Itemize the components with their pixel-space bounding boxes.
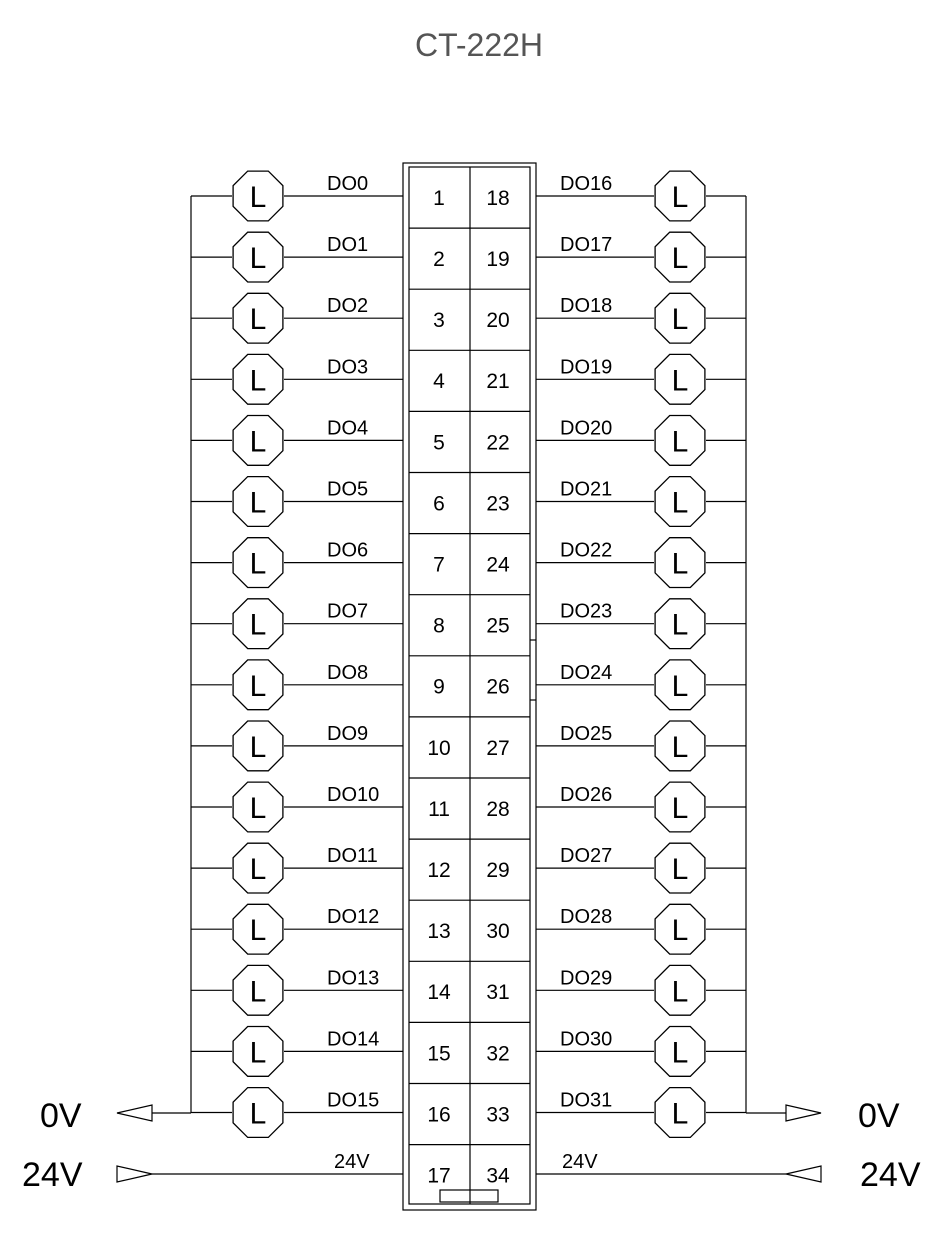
output-channel: [536, 599, 746, 649]
pin-number-left: 3: [433, 309, 445, 333]
left-output-channels: [191, 171, 403, 1137]
output-channel: [536, 232, 746, 282]
output-channel: [536, 293, 746, 343]
output-label: DO12: [327, 906, 380, 929]
output-channel: [536, 721, 746, 771]
lamp-icon: [655, 354, 705, 404]
lamp-letter: L: [249, 547, 267, 581]
lamp-letter: L: [671, 669, 689, 703]
output-label: DO27: [560, 845, 613, 868]
output-channel: [536, 1088, 746, 1138]
output-channel: [191, 660, 403, 710]
lamp-letter: L: [671, 792, 689, 825]
arrow-left-icon: [117, 1105, 152, 1121]
lamp-letter: L: [249, 608, 267, 642]
output-channel: [536, 1027, 746, 1077]
lamp-icon: [233, 904, 283, 954]
lamp-icon: [655, 1027, 705, 1077]
output-label: DO23: [560, 600, 613, 623]
output-label: DO19: [560, 356, 613, 379]
lamp-icon: [233, 843, 283, 893]
output-label: DO11: [327, 845, 378, 868]
output-channel: [536, 538, 746, 588]
arrow-left-icon: [786, 1166, 821, 1182]
lamp-letter: L: [671, 364, 689, 398]
terminal-latch: [440, 1190, 498, 1202]
output-channel: [191, 843, 403, 893]
lamp-icon: [655, 171, 705, 221]
lamp-icon: [233, 477, 283, 527]
output-channel: [191, 721, 403, 771]
pin-number-right: 34: [486, 1164, 510, 1188]
output-channel: [536, 660, 746, 710]
lamp-icon: [655, 599, 705, 649]
lamp-letter: L: [249, 669, 267, 703]
lamp-icon: [233, 538, 283, 588]
lamp-icon: [233, 1088, 283, 1138]
pin-number-left: 13: [427, 920, 451, 944]
output-label: DO16: [560, 173, 613, 195]
lamp-icon: [233, 660, 283, 710]
output-channel: [191, 1088, 403, 1138]
pin-number-left: 17: [427, 1164, 451, 1188]
output-label: DO30: [560, 1028, 613, 1051]
pin-number-right: 26: [486, 675, 510, 699]
lamp-letter: L: [249, 1097, 267, 1131]
lamp-icon: [655, 477, 705, 527]
output-label: DO13: [327, 967, 380, 990]
pin-number-right: 22: [486, 431, 510, 455]
output-label: DO9: [327, 722, 369, 745]
lamp-letter: L: [249, 425, 267, 459]
output-channel: [536, 171, 746, 221]
output-channel: [536, 904, 746, 954]
output-channel: [536, 477, 746, 527]
pin-number-right: 33: [486, 1103, 510, 1127]
lamp-letter: L: [249, 853, 267, 887]
pin-number-right: 25: [486, 614, 510, 638]
output-channel: [536, 843, 746, 893]
pin-number-left: 15: [427, 1042, 451, 1066]
pin-number-right: 27: [486, 736, 510, 760]
lamp-icon: [655, 416, 705, 466]
supply-connections: [22, 1097, 921, 1194]
pin-number-right: 18: [486, 186, 510, 210]
output-channel: [536, 782, 746, 832]
lamp-icon: [655, 843, 705, 893]
output-label: DO1: [327, 234, 369, 257]
right-0v-label: 0V: [858, 1097, 900, 1135]
lamp-letter: L: [671, 914, 689, 948]
output-label: DO17: [560, 234, 613, 257]
pin-number-left: 14: [427, 981, 451, 1005]
pin-number-right: 21: [486, 370, 510, 394]
lamp-letter: L: [671, 975, 689, 1009]
output-channel: [191, 965, 403, 1015]
right-24v-label: 24V: [860, 1156, 921, 1194]
lamp-letter: L: [249, 364, 267, 398]
lamp-icon: [655, 904, 705, 954]
output-label: DO15: [327, 1089, 380, 1112]
lamp-letter: L: [671, 486, 689, 520]
pin-number-right: 29: [486, 858, 510, 882]
lamp-icon: [233, 293, 283, 343]
pin-number-left: 5: [433, 431, 445, 455]
lamp-icon: [233, 171, 283, 221]
lamp-letter: L: [671, 181, 689, 214]
terminal-block: [403, 163, 536, 1210]
lamp-icon: [655, 538, 705, 588]
output-label: DO4: [327, 417, 369, 440]
output-channel: [536, 416, 746, 466]
output-label: DO10: [327, 784, 380, 806]
lamp-icon: [655, 1088, 705, 1138]
lamp-letter: L: [249, 1036, 267, 1070]
lamp-letter: L: [249, 303, 267, 337]
output-label: DO3: [327, 356, 369, 379]
right-24v-wire-label: 24V: [562, 1151, 598, 1173]
lamp-icon: [233, 721, 283, 771]
output-channel: [536, 965, 746, 1015]
output-channel: [191, 782, 403, 832]
lamp-icon: [233, 965, 283, 1015]
output-label: DO22: [560, 539, 613, 562]
output-channel: [191, 477, 403, 527]
output-channel: [191, 293, 403, 343]
arrow-right-icon: [117, 1166, 152, 1182]
lamp-letter: L: [671, 853, 689, 887]
output-label: DO20: [560, 417, 613, 440]
output-label: DO2: [327, 295, 369, 318]
lamp-letter: L: [671, 303, 689, 337]
lamp-icon: [233, 354, 283, 404]
lamp-icon: [655, 782, 705, 832]
lamp-icon: [655, 232, 705, 282]
output-channel: [191, 416, 403, 466]
lamp-icon: [655, 965, 705, 1015]
pin-number-right: 24: [486, 553, 510, 577]
pin-number-right: 31: [486, 981, 510, 1005]
output-channel: [191, 904, 403, 954]
output-label: DO28: [560, 906, 613, 929]
left-0v-label: 0V: [40, 1097, 82, 1135]
output-label: DO26: [560, 784, 613, 806]
output-label: DO5: [327, 478, 369, 501]
lamp-icon: [655, 293, 705, 343]
lamp-icon: [233, 1027, 283, 1077]
pin-number-left: 2: [433, 247, 445, 271]
output-label: DO21: [560, 478, 613, 501]
output-channel: [191, 1027, 403, 1077]
lamp-icon: [655, 721, 705, 771]
pin-number-left: 12: [427, 858, 451, 882]
lamp-letter: L: [671, 242, 689, 276]
output-label: DO24: [560, 661, 613, 684]
output-label: DO29: [560, 967, 613, 990]
lamp-letter: L: [671, 1036, 689, 1070]
output-label: DO18: [560, 295, 613, 318]
output-label: DO7: [327, 600, 369, 623]
pin-number-left: 6: [433, 492, 445, 516]
lamp-icon: [233, 599, 283, 649]
output-label: DO31: [560, 1089, 613, 1112]
lamp-letter: L: [671, 608, 689, 642]
lamp-icon: [655, 660, 705, 710]
output-label: DO0: [327, 173, 369, 195]
pin-number-right: 19: [486, 247, 510, 271]
lamp-icon: [233, 232, 283, 282]
output-channel: [191, 354, 403, 404]
left-24v-label: 24V: [22, 1156, 83, 1194]
pin-number-right: 30: [486, 920, 510, 944]
output-channel: [191, 538, 403, 588]
pin-number-left: 7: [433, 553, 445, 577]
lamp-letter: L: [249, 914, 267, 948]
pin-number-left: 1: [433, 186, 445, 210]
diagram-title: CT-222H: [414, 27, 544, 63]
arrow-right-icon: [786, 1105, 821, 1121]
lamp-letter: L: [249, 975, 267, 1009]
pin-number-left: 11: [428, 797, 450, 821]
lamp-letter: L: [671, 730, 689, 764]
lamp-letter: L: [671, 547, 689, 581]
output-channel: [191, 232, 403, 282]
lamp-letter: L: [249, 486, 267, 520]
lamp-letter: L: [671, 425, 689, 459]
lamp-letter: L: [671, 1097, 689, 1131]
output-label: DO25: [560, 722, 613, 745]
pin-number-left: 9: [433, 675, 445, 699]
lamp-letter: L: [249, 730, 267, 764]
output-channel: [536, 354, 746, 404]
output-label: DO6: [327, 539, 369, 562]
lamp-letter: L: [249, 242, 267, 276]
lamp-letter: L: [249, 792, 267, 825]
output-label: DO14: [327, 1028, 380, 1051]
pin-number-left: 10: [427, 736, 451, 760]
pin-number-right: 20: [486, 309, 510, 333]
pin-number-left: 4: [433, 370, 445, 394]
pin-number-left: 8: [433, 614, 445, 638]
output-channel: [191, 171, 403, 221]
pin-number-right: 28: [486, 797, 510, 821]
left-24v-wire-label: 24V: [334, 1151, 370, 1173]
lamp-icon: [233, 782, 283, 832]
right-output-channels: [536, 171, 746, 1137]
lamp-icon: [233, 416, 283, 466]
pin-number-right: 32: [486, 1042, 510, 1066]
pin-number-right: 23: [486, 492, 510, 516]
pin-number-left: 16: [427, 1103, 451, 1127]
lamp-letter: L: [249, 181, 267, 214]
output-label: DO8: [327, 661, 369, 684]
output-channel: [191, 599, 403, 649]
